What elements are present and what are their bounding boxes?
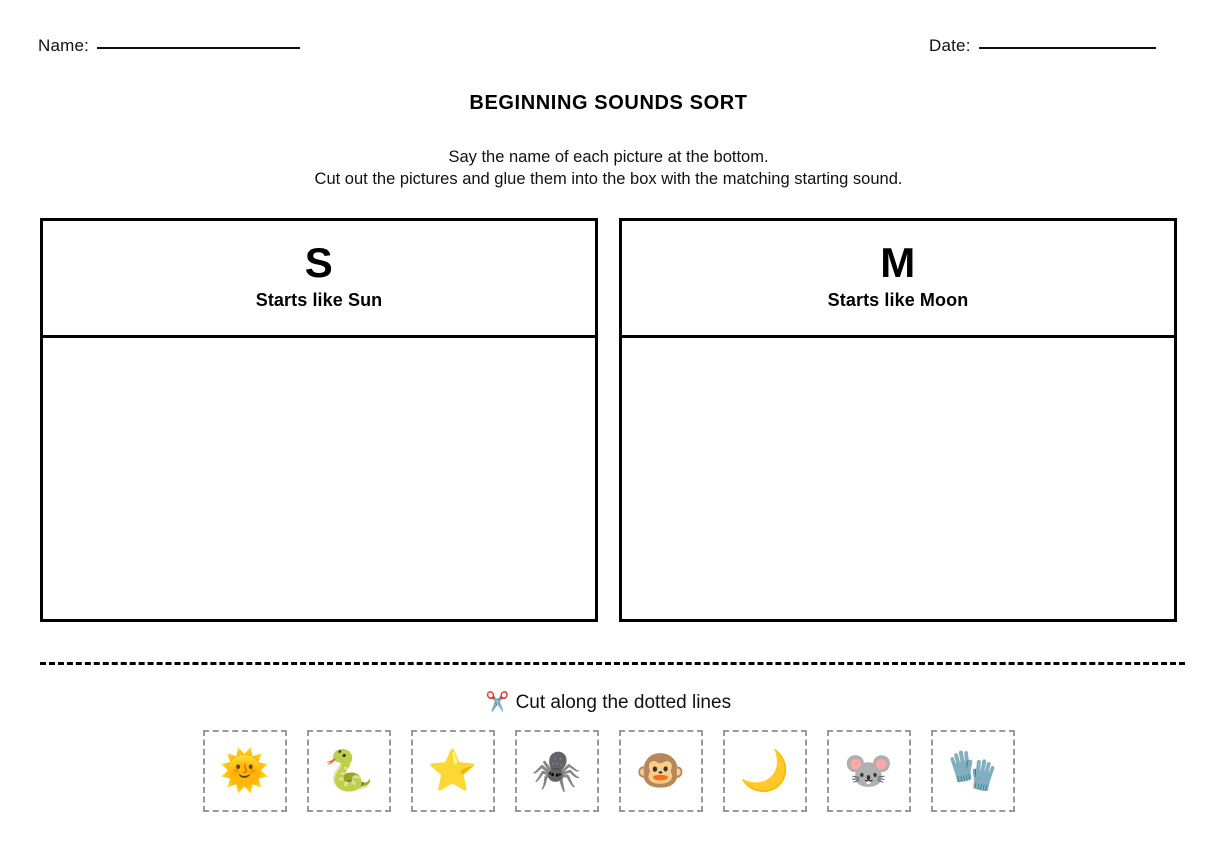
sort-box-m-glue-area[interactable] (622, 338, 1174, 619)
mouse-icon: 🐭 (843, 749, 894, 793)
picture-card-mouse[interactable] (827, 730, 911, 812)
picture-card-monkey[interactable] (619, 730, 703, 812)
picture-card-snake[interactable] (307, 730, 391, 812)
instructions (0, 146, 1217, 190)
instruction-line-1: Say the name of each picture at the bottom. (448, 148, 769, 166)
picture-card-star[interactable] (411, 730, 495, 812)
picture-cards-row (0, 730, 1217, 812)
sort-box-m-letter: M (880, 238, 916, 286)
sort-box-s-hint: Starts like Sun (255, 289, 383, 310)
cut-instruction (0, 690, 1217, 714)
picture-card-moon[interactable] (723, 730, 807, 812)
name-label: Name: (38, 36, 90, 55)
page-title: BEGINNING SOUNDS SORT (469, 92, 748, 114)
sort-box-s[interactable] (40, 218, 598, 622)
sort-box-s-glue-area[interactable] (43, 338, 595, 619)
date-label: Date: (929, 36, 971, 55)
cut-instruction-label: Cut along the dotted lines (515, 692, 732, 713)
sort-box-s-letter: S (304, 238, 334, 286)
date-field (929, 36, 1156, 56)
name-field (38, 36, 300, 56)
star-icon: ⭐ (427, 749, 478, 793)
name-write-line[interactable] (97, 47, 300, 49)
sort-box-m-hint: Starts like Moon (827, 289, 969, 310)
picture-card-glove[interactable] (931, 730, 1015, 812)
cut-divider-line (40, 662, 1185, 665)
sort-box-m[interactable] (619, 218, 1177, 622)
glove-icon: 🧤 (947, 749, 998, 793)
sun-icon: 🌞 (219, 749, 270, 793)
sort-boxes-area (40, 218, 1177, 622)
scissors-icon: ✂️ (485, 692, 510, 713)
spider-icon: 🕷️ (531, 749, 582, 793)
student-info-row (0, 36, 1217, 64)
picture-card-sun[interactable] (203, 730, 287, 812)
picture-card-spider[interactable] (515, 730, 599, 812)
date-write-line[interactable] (979, 47, 1156, 49)
sort-box-m-header (622, 221, 1174, 338)
monkey-icon: 🐵 (635, 749, 686, 793)
sort-box-s-header (43, 221, 595, 338)
instruction-line-2: Cut out the pictures and glue them into the box with the matching starting sound. (314, 170, 903, 188)
snake-icon: 🐍 (323, 749, 374, 793)
moon-icon: 🌙 (739, 749, 790, 793)
